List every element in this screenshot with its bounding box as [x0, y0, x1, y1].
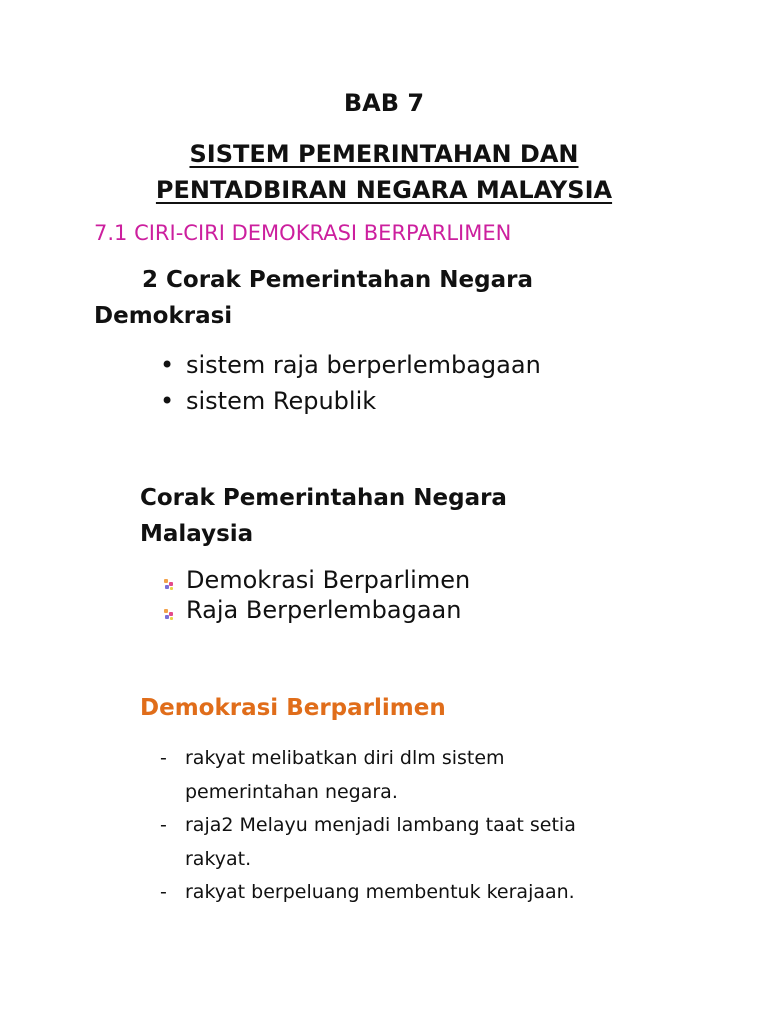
corak-demokrasi-heading: [94, 262, 654, 334]
dash-bullet-icon: -: [160, 747, 167, 769]
corak-demokrasi-list: [160, 347, 541, 419]
demokrasi-berparlimen-heading: Demokrasi Berparlimen: [140, 695, 446, 721]
list-item: [160, 383, 541, 419]
title-line-2: PENTADBIRAN NEGARA MALAYSIA: [155, 176, 613, 204]
dash-bullet-icon: -: [160, 814, 167, 836]
corak-demokrasi-heading-line-1: 2 Corak Pemerintahan Negara: [142, 267, 533, 293]
colorful-square-bullet-icon: [162, 577, 176, 591]
corak-malaysia-heading: [140, 480, 660, 552]
dash-bullet-icon: -: [160, 881, 167, 903]
corak-malaysia-heading-line-2: Malaysia: [140, 521, 254, 547]
list-item: [160, 876, 655, 910]
colorful-square-bullet-icon: [162, 607, 176, 621]
chapter-number: BAB 7: [343, 89, 425, 117]
bullet-icon: •: [160, 387, 175, 415]
list-item: [160, 742, 655, 809]
list-item: [160, 809, 655, 876]
list-item: [162, 595, 470, 625]
corak-demokrasi-heading-line-2: Demokrasi: [94, 303, 233, 329]
corak-malaysia-list: [162, 565, 470, 625]
list-item-line: rakyat melibatkan diri dlm sistem: [185, 747, 505, 769]
corak-malaysia-heading-line-1: Corak Pemerintahan Negara: [140, 485, 507, 511]
section-heading: 7.1 CIRI-CIRI DEMOKRASI BERPARLIMEN: [94, 221, 512, 245]
list-item: [160, 347, 541, 383]
list-item-text: Raja Berperlembagaan: [186, 596, 462, 624]
list-item-text: sistem raja berperlembagaan: [186, 351, 541, 379]
page-title: [0, 136, 768, 208]
list-item-text: [185, 742, 655, 809]
demokrasi-berparlimen-list: [160, 742, 655, 910]
list-item-line: pemerintahan negara.: [185, 780, 398, 803]
list-item-text: Demokrasi Berparlimen: [186, 566, 471, 594]
list-item: [162, 565, 470, 595]
title-line-1: SISTEM PEMERINTAHAN DAN: [189, 140, 579, 168]
list-item-text: sistem Republik: [186, 387, 377, 415]
list-item-text: [185, 876, 655, 910]
list-item-text: [185, 809, 655, 876]
list-item-line: raja2 Melayu menjadi lambang taat setia: [185, 814, 576, 836]
list-item-line: rakyat.: [185, 847, 252, 870]
bullet-icon: •: [160, 351, 175, 379]
list-item-line: rakyat berpeluang membentuk kerajaan.: [185, 881, 575, 903]
